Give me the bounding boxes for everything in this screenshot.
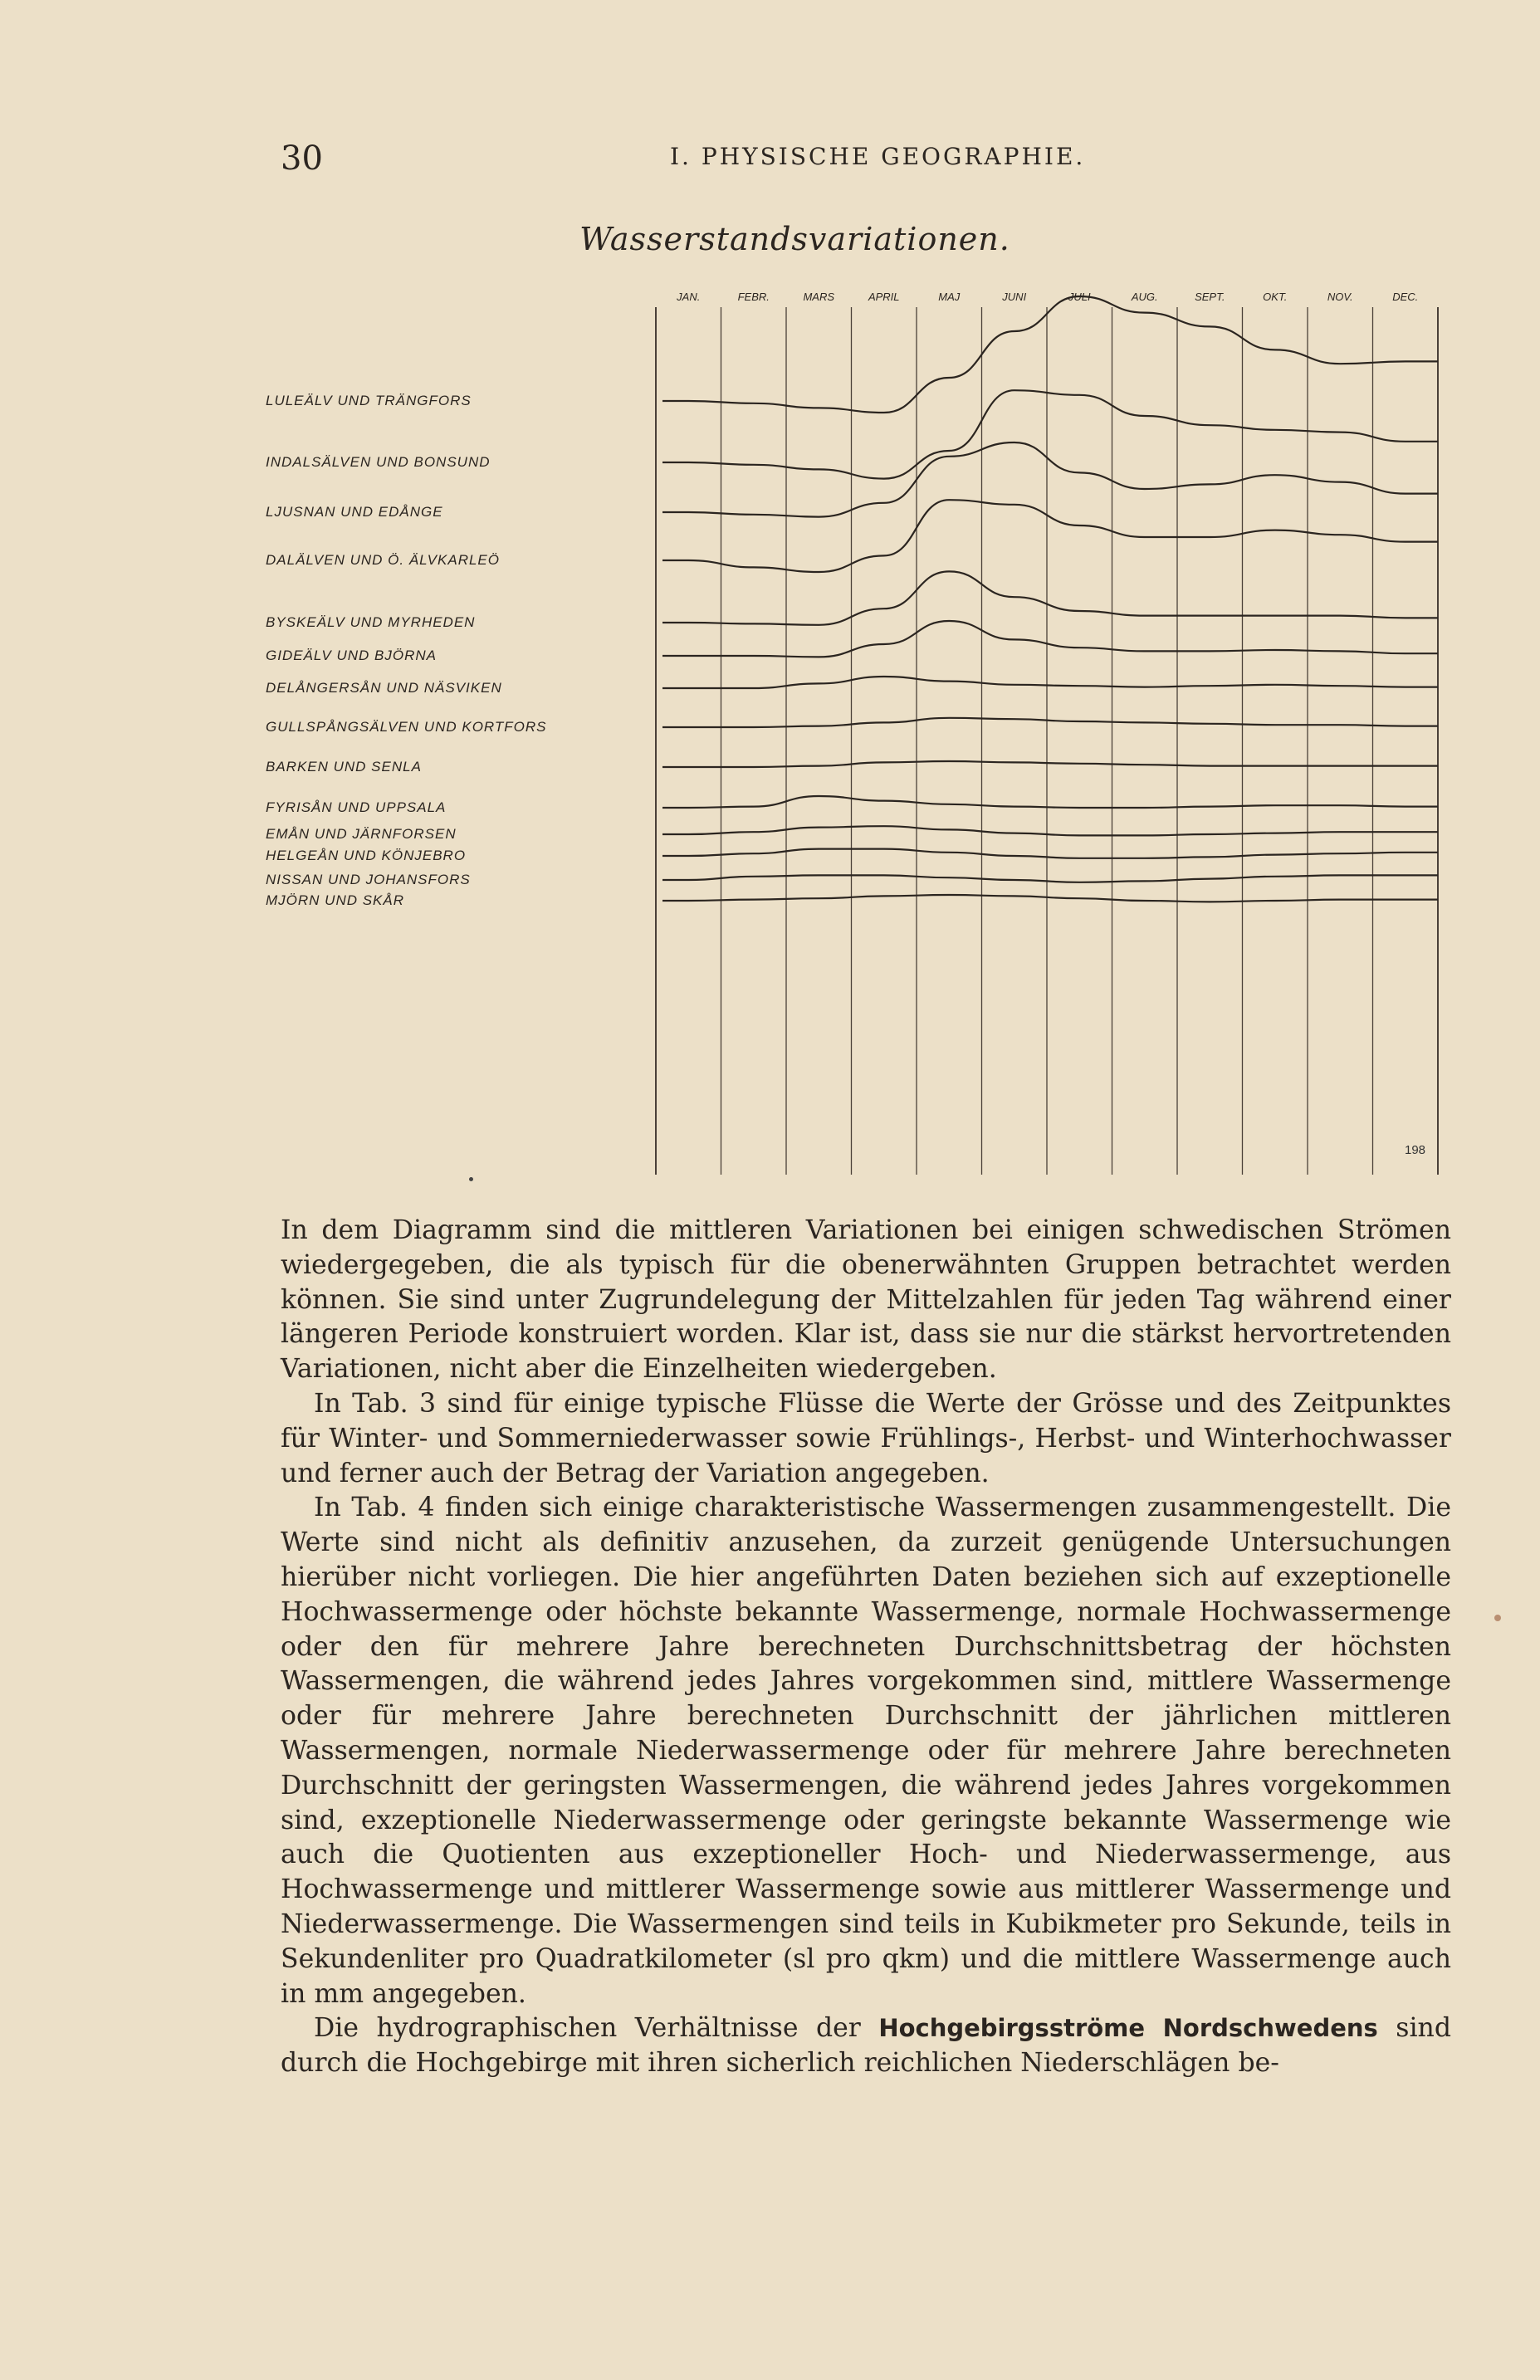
month-label: JULI <box>1068 291 1091 303</box>
series-label: LULEÄLV UND TRÄNGFORS <box>266 393 472 408</box>
series-line <box>662 849 1438 858</box>
series-line <box>662 500 1438 572</box>
series-label: EMÅN UND JÄRNFORSEN <box>266 826 457 842</box>
paragraph <box>281 1214 1451 1387</box>
ink-spot <box>1494 1615 1501 1621</box>
series-label: MJÖRN UND SKÅR <box>266 892 405 908</box>
series-line <box>662 390 1438 478</box>
series-label: DELÅNGERSÅN UND NÄSVIKEN <box>266 680 502 696</box>
month-label: JUNI <box>1002 291 1027 303</box>
series-labels <box>266 393 547 908</box>
chart-grid <box>656 307 1438 1175</box>
series-line <box>662 796 1438 808</box>
paragraph <box>281 2011 1451 2081</box>
text-run: In Tab. 4 finden sich einige charakteristische Wassermengen zusammengestellt. Die Werte sind nicht als definitiv anzusehen, da zurzeit genügende Untersuchungen hierüber nicht vorliegen. Die hier angeführten Daten beziehen sich auf exzeptionelle Hochwassermenge oder höchste bekannte Wassermenge, normale Hochwassermenge oder den für mehrere Jahre berechneten Durchschnittsbetrag der höchsten Wassermengen, die während jedes Jahres vorgekommen sind, mittlere Wassermenge oder für mehrere Jahre berechneten Durchschnitt der jährlichen mittleren Wassermengen, normale Niederwassermenge oder für mehrere Jahre berechneten Durchschnitt der geringsten Wassermengen, die während jedes Jahres vorgekommen sind, exzeptionelle Niederwassermenge oder geringste bekannte Wassermenge wie auch die Quotienten aus exzeptioneller Hoch- und Niederwassermenge, aus Hochwassermenge und mittlerer Wassermenge sowie aus mittlerer Wassermenge und Niederwassermenge. Die Wassermengen sind teils in Kubikmeter pro Sekunde, teils in Sekundenliter pro Quadratkilometer (sl pro qkm) und die mittlere Wassermenge auch in mm angegeben. <box>281 1493 1451 2009</box>
month-label: NOV. <box>1327 291 1353 303</box>
series-label: INDALSÄLVEN UND BONSUND <box>266 454 491 470</box>
month-label: DEC. <box>1392 291 1419 303</box>
month-label: OKT. <box>1263 291 1288 303</box>
water-level-chart <box>249 274 1461 1175</box>
month-label: JAN. <box>677 291 701 303</box>
series-line <box>662 875 1438 882</box>
series-label: NISSAN UND JOHANSFORS <box>266 872 471 887</box>
series-label: BYSKEÄLV UND MYRHEDEN <box>266 614 476 630</box>
figure-title: Wasserstandsvariationen. <box>579 221 1010 257</box>
month-label: APRIL <box>868 291 900 303</box>
month-label: MARS <box>803 291 835 303</box>
series-lines <box>662 296 1438 902</box>
ink-spot <box>469 1177 473 1181</box>
month-labels <box>676 291 1418 303</box>
bold-term: Hochgebirgsströme Nordschwedens <box>878 2014 1378 2043</box>
series-line <box>662 895 1438 902</box>
series-label: LJUSNAN UND EDÅNGE <box>266 504 443 520</box>
series-label: FYRISÅN UND UPPSALA <box>266 799 447 815</box>
series-line <box>662 442 1438 517</box>
figure-number: 198 <box>1405 1143 1426 1157</box>
month-label: AUG. <box>1131 291 1158 303</box>
series-line <box>662 571 1438 624</box>
month-label: MAJ <box>938 291 961 303</box>
month-label: SEPT. <box>1195 291 1225 303</box>
series-label: GIDEÄLV UND BJÖRNA <box>266 648 437 663</box>
series-label: HELGEÅN UND KÖNJEBRO <box>266 848 467 863</box>
paragraph <box>281 1387 1451 1491</box>
text-run: sind durch die Hochgebirge mit ihren sicherlich reichlichen Niederschlägen be- <box>281 2013 1451 2079</box>
series-line <box>662 296 1438 413</box>
text-run: Die hydrographischen Verhältnisse der <box>314 2013 879 2044</box>
series-line <box>662 677 1438 688</box>
page-number: 30 <box>281 139 323 178</box>
running-head: I. PHYSISCHE GEOGRAPHIE. <box>670 143 1086 170</box>
text-run: In Tab. 3 sind für einige typische Flüsse die Werte der Grösse und des Zeitpunktes für Winter- und Sommerniederwasser sowie Frühlings-, Herbst- und Winterhochwasser und ferner auch der Betrag der Variation angegeben. <box>281 1388 1451 1488</box>
series-line <box>662 761 1438 767</box>
series-label: DALÄLVEN UND Ö. ÄLVKARLEÖ <box>266 552 500 568</box>
series-line <box>662 826 1438 835</box>
series-line <box>662 718 1438 727</box>
body-text <box>281 1214 1451 2081</box>
month-label: FEBR. <box>737 291 770 303</box>
series-label: GULLSPÅNGSÄLVEN UND KORTFORS <box>266 719 547 735</box>
series-line <box>662 621 1438 657</box>
text-run: In dem Diagramm sind die mittleren Variationen bei einigen schwedischen Strömen wiedergegeben, die als typisch für die obenerwähnten Gruppen betrachtet werden können. Sie sind unter Zugrundelegung der Mittelzahlen für jeden Tag während einer längeren Periode konstruiert worden. Klar ist, dass sie nur die stärkst hervortretenden Variationen, nicht aber die Einzelheiten wiedergeben. <box>281 1215 1451 1385</box>
series-label: BARKEN UND SENLA <box>266 759 422 775</box>
paragraph <box>281 1491 1451 2011</box>
